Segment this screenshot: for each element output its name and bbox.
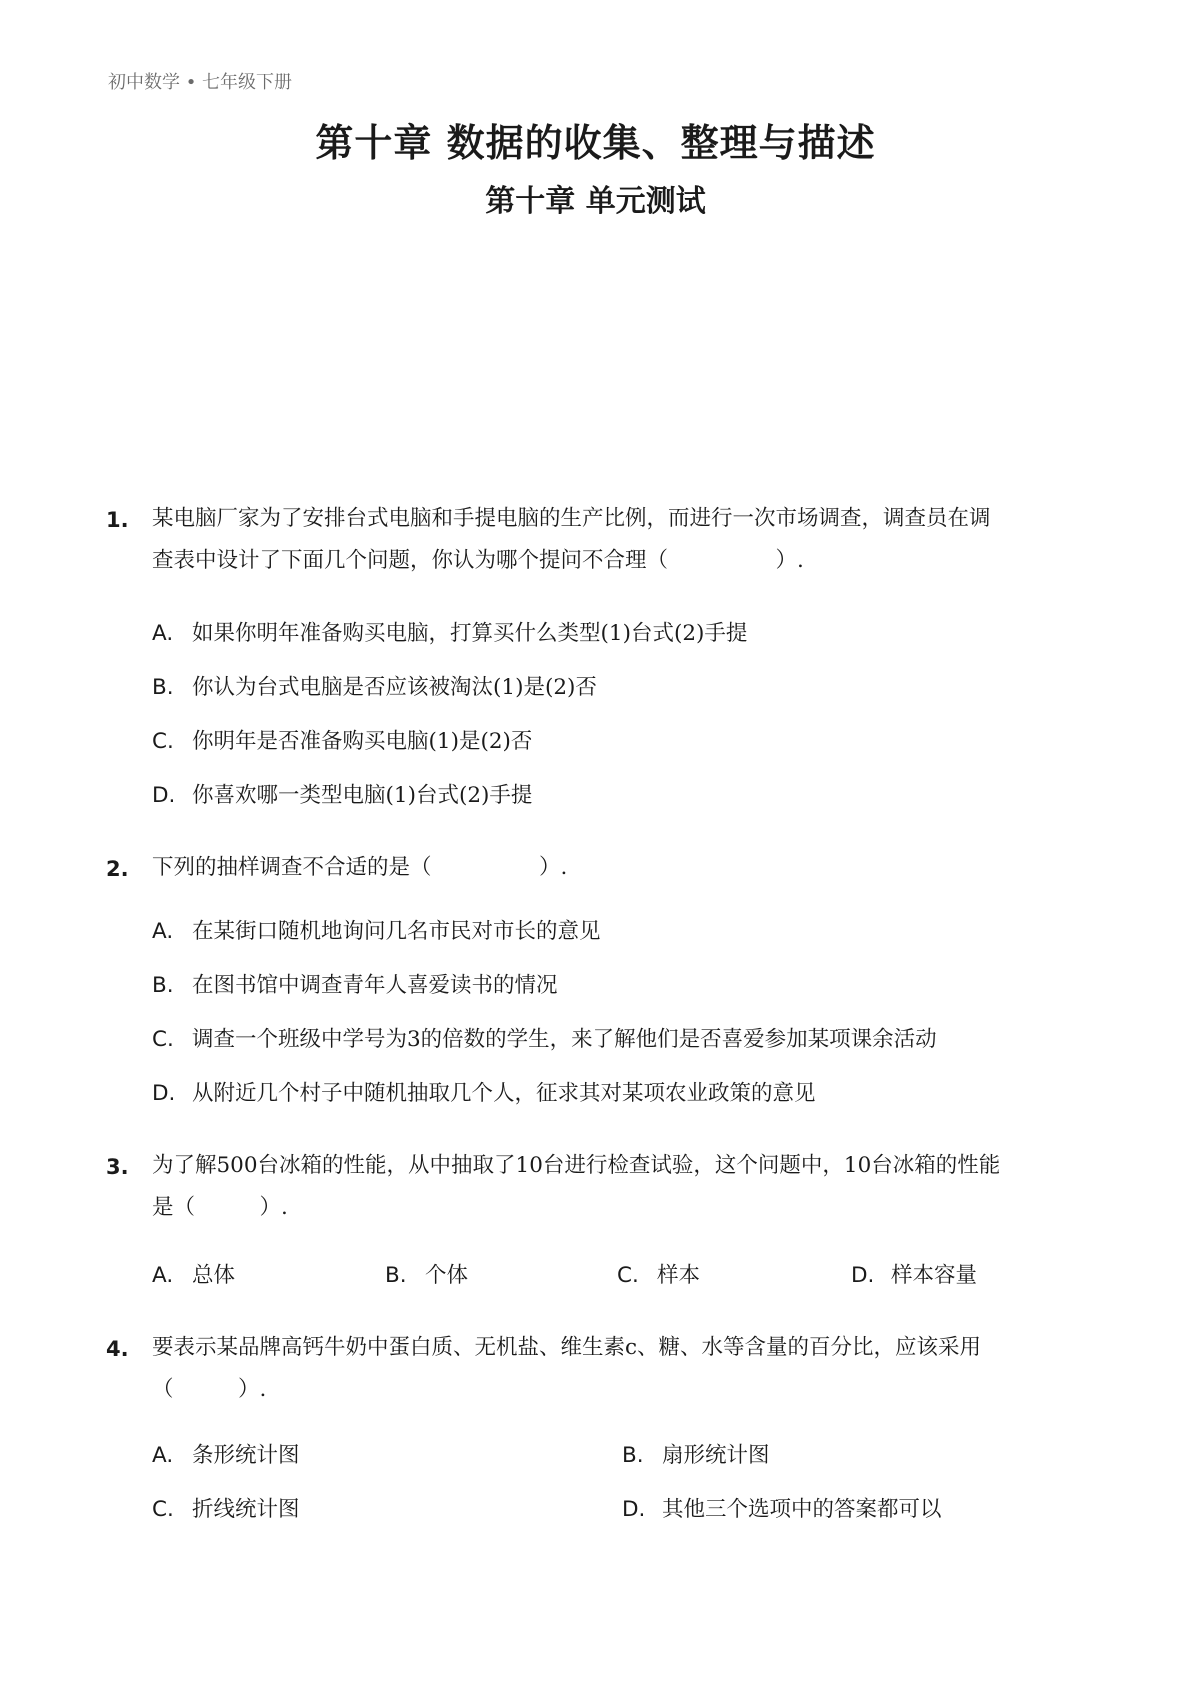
option-3b[interactable] — [385, 1258, 468, 1289]
option-3c[interactable] — [617, 1258, 700, 1289]
course-tag: 初中数学 • 七年级下册 — [108, 72, 293, 93]
stem-line: 是（ ）. — [152, 1195, 288, 1220]
question-stem — [152, 498, 1102, 582]
stem-line: 某电脑厂家为了安排台式电脑和手提电脑的生产比例，而进行一次市场调查，调查员在调 — [152, 506, 991, 531]
option-letter: D. — [152, 1081, 176, 1106]
question-number: 2. — [106, 857, 129, 881]
option-text: 你认为台式电脑是否应该被淘汰(1)是(2)否 — [192, 675, 597, 700]
option-2a[interactable] — [152, 914, 601, 945]
option-text: 折线统计图 — [192, 1497, 300, 1522]
question-number: 4. — [106, 1337, 129, 1361]
option-2c[interactable] — [152, 1022, 937, 1053]
stem-line: 要表示某品牌高钙牛奶中蛋白质、无机盐、维生素c、糖、水等含量的百分比，应该采用 — [152, 1335, 982, 1360]
option-letter: B. — [622, 1443, 644, 1468]
option-4d[interactable] — [622, 1492, 942, 1523]
option-text: 从附近几个村子中随机抽取几个人，征求其对某项农业政策的意见 — [192, 1081, 816, 1106]
option-letter: A. — [152, 919, 174, 944]
question-stem — [152, 1145, 1102, 1229]
option-4a[interactable] — [152, 1438, 300, 1469]
option-1a[interactable] — [152, 616, 747, 647]
option-text: 其他三个选项中的答案都可以 — [662, 1497, 942, 1522]
option-4c[interactable] — [152, 1492, 300, 1523]
option-text: 扇形统计图 — [662, 1443, 770, 1468]
question-number: 1. — [106, 508, 129, 532]
option-1d[interactable] — [152, 778, 532, 809]
stem-line: 为了解500台冰箱的性能，从中抽取了10台进行检查试验，这个问题中，10台冰箱的性能 — [152, 1153, 1001, 1178]
option-letter: C. — [152, 729, 174, 754]
question-stem — [152, 847, 1102, 889]
question-number: 3. — [106, 1155, 129, 1179]
chapter-title: 第十章 数据的收集、整理与描述 — [315, 121, 876, 165]
stem-line: （ ）. — [152, 1377, 267, 1402]
stem-line: 查表中设计了下面几个问题，你认为哪个提问不合理（ ）. — [152, 548, 804, 573]
option-text: 在某街口随机地询问几名市民对市长的意见 — [192, 919, 601, 944]
option-4b[interactable] — [622, 1438, 770, 1469]
test-subtitle: 第十章 单元测试 — [485, 184, 706, 219]
option-text: 样本容量 — [891, 1263, 978, 1288]
option-3a[interactable] — [152, 1258, 235, 1289]
option-text: 调查一个班级中学号为3的倍数的学生，来了解他们是否喜爱参加某项课余活动 — [192, 1027, 937, 1052]
option-letter: D. — [152, 783, 176, 808]
option-text: 样本 — [657, 1263, 701, 1288]
stem-line: 下列的抽样调查不合适的是（ ）. — [152, 855, 568, 880]
option-1c[interactable] — [152, 724, 532, 755]
option-2d[interactable] — [152, 1076, 816, 1107]
option-letter: A. — [152, 621, 174, 646]
question-stem — [152, 1327, 1102, 1411]
option-letter: C. — [152, 1027, 174, 1052]
option-letter: D. — [622, 1497, 646, 1522]
option-letter: A. — [152, 1263, 174, 1288]
option-text: 如果你明年准备购买电脑，打算买什么类型(1)台式(2)手提 — [192, 621, 748, 646]
option-letter: C. — [152, 1497, 174, 1522]
option-2b[interactable] — [152, 968, 558, 999]
option-letter: D. — [851, 1263, 875, 1288]
option-text: 你喜欢哪一类型电脑(1)台式(2)手提 — [192, 783, 533, 808]
option-text: 总体 — [192, 1263, 236, 1288]
option-letter: A. — [152, 1443, 174, 1468]
option-letter: B. — [152, 973, 174, 998]
option-text: 个体 — [425, 1263, 469, 1288]
option-letter: B. — [152, 675, 174, 700]
option-letter: C. — [617, 1263, 639, 1288]
option-letter: B. — [385, 1263, 407, 1288]
option-text: 条形统计图 — [192, 1443, 300, 1468]
option-1b[interactable] — [152, 670, 597, 701]
option-3d[interactable] — [851, 1258, 977, 1289]
option-text: 在图书馆中调查青年人喜爱读书的情况 — [192, 973, 558, 998]
option-text: 你明年是否准备购买电脑(1)是(2)否 — [192, 729, 533, 754]
